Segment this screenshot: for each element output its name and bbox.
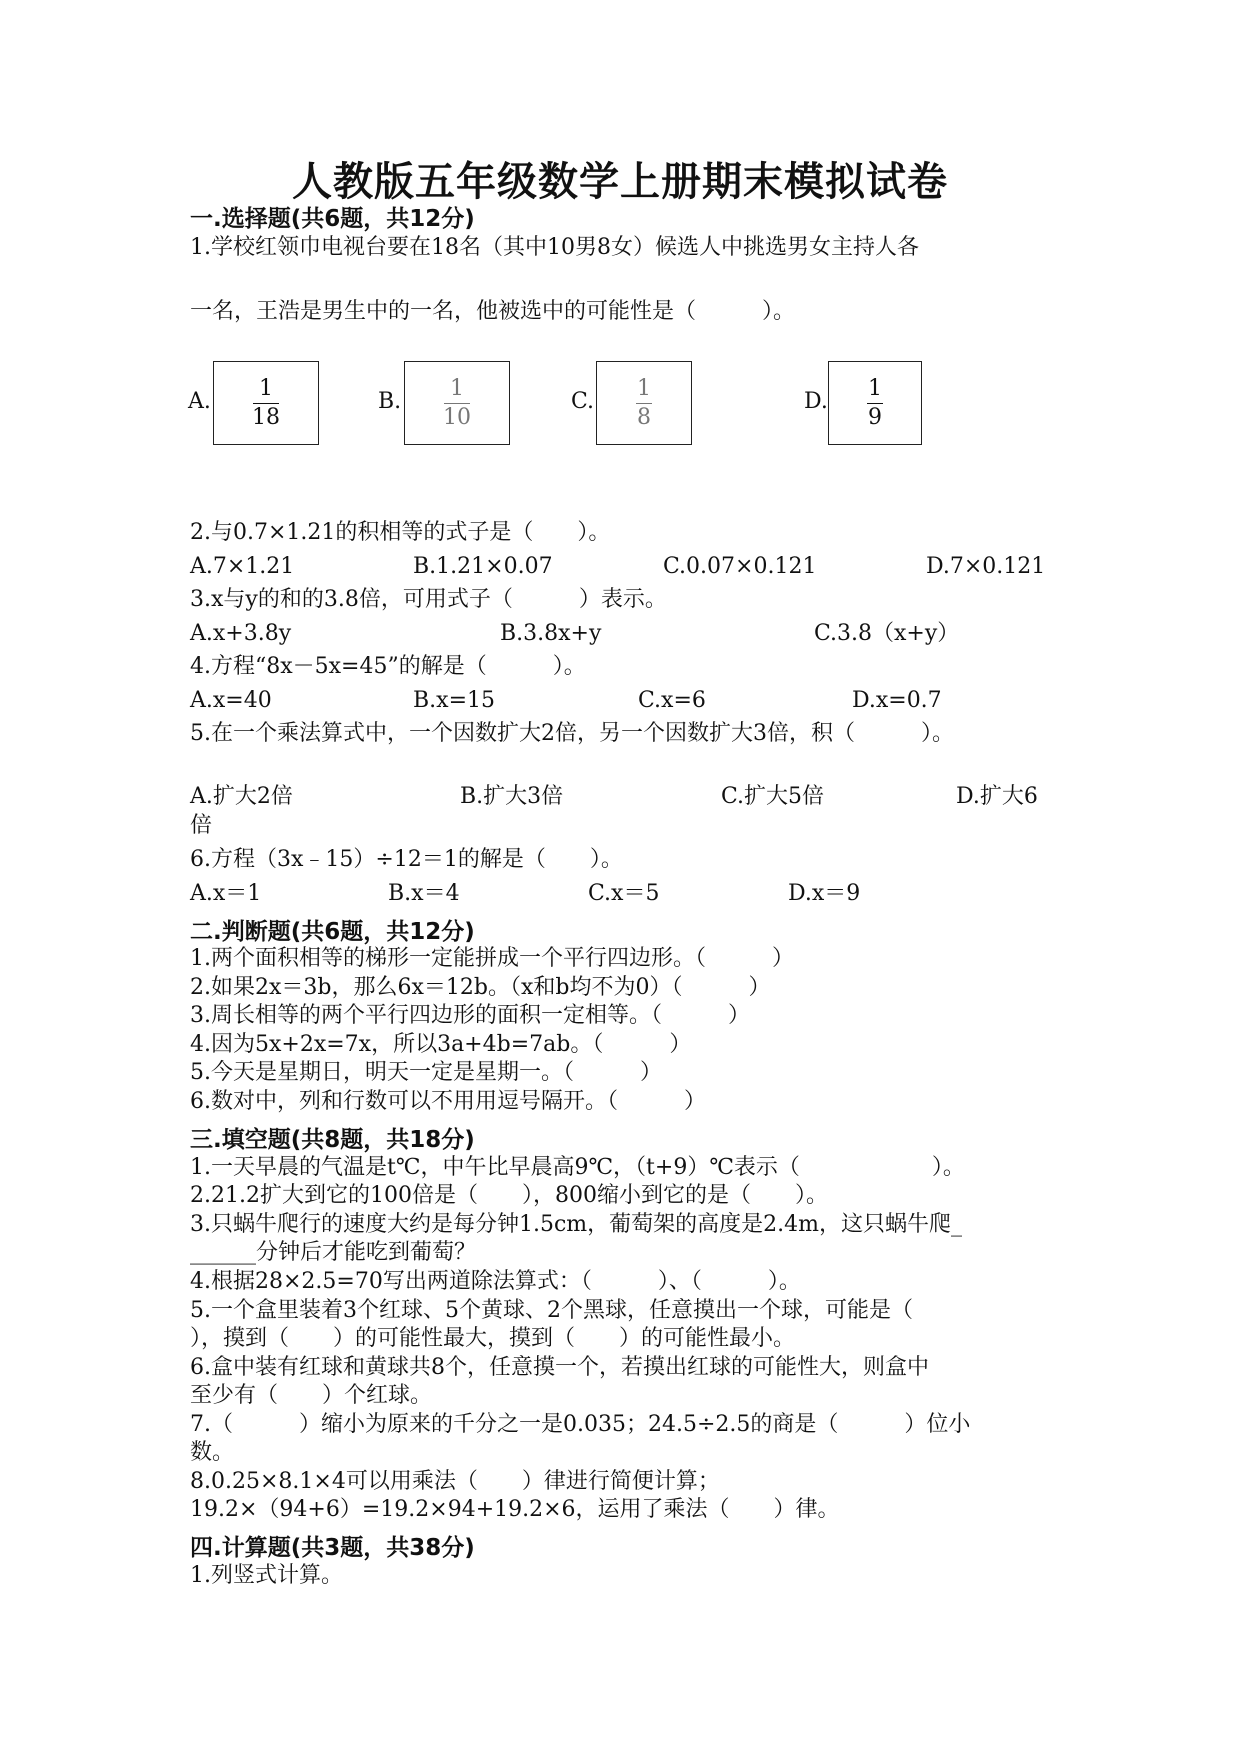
question-text: 1.列竖式计算。 <box>190 1563 343 1588</box>
numerator: 1 <box>259 376 273 401</box>
option-label: D. <box>804 389 828 414</box>
question-text: 6.盒中装有红球和黄球共8个，任意摸一个，若摸出红球的可能性大，则盒中 <box>190 1355 929 1380</box>
denominator: 10 <box>443 405 471 430</box>
question-text: 5.在一个乘法算式中，一个因数扩大2倍，另一个因数扩大3倍，积（ ）。 <box>190 721 954 746</box>
page-title: 人教版五年级数学上册期末模拟试卷 <box>292 159 948 205</box>
option: D.7×0.121 <box>926 554 1046 579</box>
option: D.扩大6 <box>956 784 1038 809</box>
fraction-option-box <box>213 361 319 445</box>
denominator: 8 <box>637 405 651 430</box>
option-label: B. <box>378 389 402 414</box>
option: C.0.07×0.121 <box>663 554 817 579</box>
question-text: 6.数对中，列和行数可以不用用逗号隔开。（ ） <box>190 1089 706 1114</box>
option: D.x＝9 <box>788 881 861 906</box>
question-text: 3.周长相等的两个平行四边形的面积一定相等。（ ） <box>190 1003 750 1028</box>
denominator: 9 <box>868 405 882 430</box>
option: B.扩大3倍 <box>460 784 564 809</box>
question-text: 3.x与y的和的3.8倍，可用式子（ ）表示。 <box>190 587 667 612</box>
question-text: 6.方程（3x﹣15）÷12＝1的解是（ ）。 <box>190 847 623 872</box>
fraction <box>597 378 691 429</box>
fraction <box>405 378 509 429</box>
section-heading-judge: 二.判断题(共6题，共12分) <box>190 919 475 945</box>
question-text: 4.方程“8x－5x=45”的解是（ ）。 <box>190 654 586 679</box>
option: B.x=15 <box>413 688 495 713</box>
option: B.x＝4 <box>388 881 460 906</box>
option: C.x＝5 <box>588 881 660 906</box>
numerator: 1 <box>637 376 651 401</box>
question-text: 3.只蜗牛爬行的速度大约是每分钟1.5cm，葡萄架的高度是2.4m，这只蜗牛爬_ <box>190 1212 963 1237</box>
option-wrap: 倍 <box>190 813 213 838</box>
option: C.扩大5倍 <box>721 784 825 809</box>
option: C.x=6 <box>638 688 706 713</box>
option: B.3.8x+y <box>500 621 602 646</box>
fraction-option-box <box>596 361 692 445</box>
question-text: 1.一天早晨的气温是t℃，中午比早晨高9℃，（t+9）℃表示（ ）。 <box>190 1155 965 1180</box>
question-text: 2.如果2x＝3b，那么6x＝12b。（x和b均不为0）（ ） <box>190 975 771 1000</box>
question-text: 数。 <box>190 1440 235 1465</box>
question-text: 1.两个面积相等的梯形一定能拼成一个平行四边形。（ ） <box>190 946 794 971</box>
question-text: 5.今天是星期日，明天一定是星期一。（ ） <box>190 1060 662 1085</box>
option-label: C. <box>571 389 595 414</box>
option-label: A. <box>188 389 211 414</box>
option: A.x+3.8y <box>190 621 292 646</box>
option: C.3.8（x+y） <box>814 621 960 646</box>
question-text: 2.21.2扩大到它的100倍是（ ），800缩小到它的是（ ）。 <box>190 1183 828 1208</box>
option: B.1.21×0.07 <box>413 554 553 579</box>
section-heading-calc: 四.计算题(共3题，共38分) <box>190 1535 475 1561</box>
fraction <box>214 378 318 429</box>
option: D.x=0.7 <box>852 688 942 713</box>
fraction-option-box <box>404 361 510 445</box>
section-heading-fill: 三.填空题(共8题，共18分) <box>190 1127 475 1153</box>
option: A.x=40 <box>190 688 272 713</box>
question-text: 4.因为5x+2x=7x，所以3a+4b=7ab。（ ） <box>190 1032 692 1057</box>
option: A.扩大2倍 <box>190 784 293 809</box>
question-text: 至少有（ ）个红球。 <box>190 1383 433 1408</box>
question-text: ），摸到（ ）的可能性最大，摸到（ ）的可能性最小。 <box>190 1326 796 1351</box>
fraction <box>829 378 921 429</box>
numerator: 1 <box>450 376 464 401</box>
question-text: ______分钟后才能吃到葡萄？ <box>190 1240 477 1265</box>
section-heading-choice: 一.选择题(共6题，共12分) <box>190 206 475 232</box>
question-text: 5.一个盒里装着3个红球、5个黄球、2个黑球，任意摸出一个球，可能是（ <box>190 1298 913 1323</box>
question-text: 7.（ ）缩小为原来的千分之一是0.035；24.5÷2.5的商是（ ）位小 <box>190 1412 971 1437</box>
question-text: 8.0.25×8.1×4可以用乘法（ ）律进行简便计算； <box>190 1469 720 1494</box>
fraction-option-box <box>828 361 922 445</box>
numerator: 1 <box>868 376 882 401</box>
question-text: 2.与0.7×1.21的积相等的式子是（ ）。 <box>190 520 611 545</box>
denominator: 18 <box>252 405 280 430</box>
question-text: 一名，王浩是男生中的一名，他被选中的可能性是（ ）。 <box>190 299 796 324</box>
option: A.7×1.21 <box>190 554 295 579</box>
question-text: 19.2×（94+6）=19.2×94+19.2×6，运用了乘法（ ）律。 <box>190 1497 840 1522</box>
question-text: 4.根据28×2.5=70写出两道除法算式：（ ）、（ ）。 <box>190 1269 801 1294</box>
question-text: 1.学校红领巾电视台要在18名（其中10男8女）候选人中挑选男女主持人各 <box>190 235 919 260</box>
option: A.x＝1 <box>190 881 262 906</box>
